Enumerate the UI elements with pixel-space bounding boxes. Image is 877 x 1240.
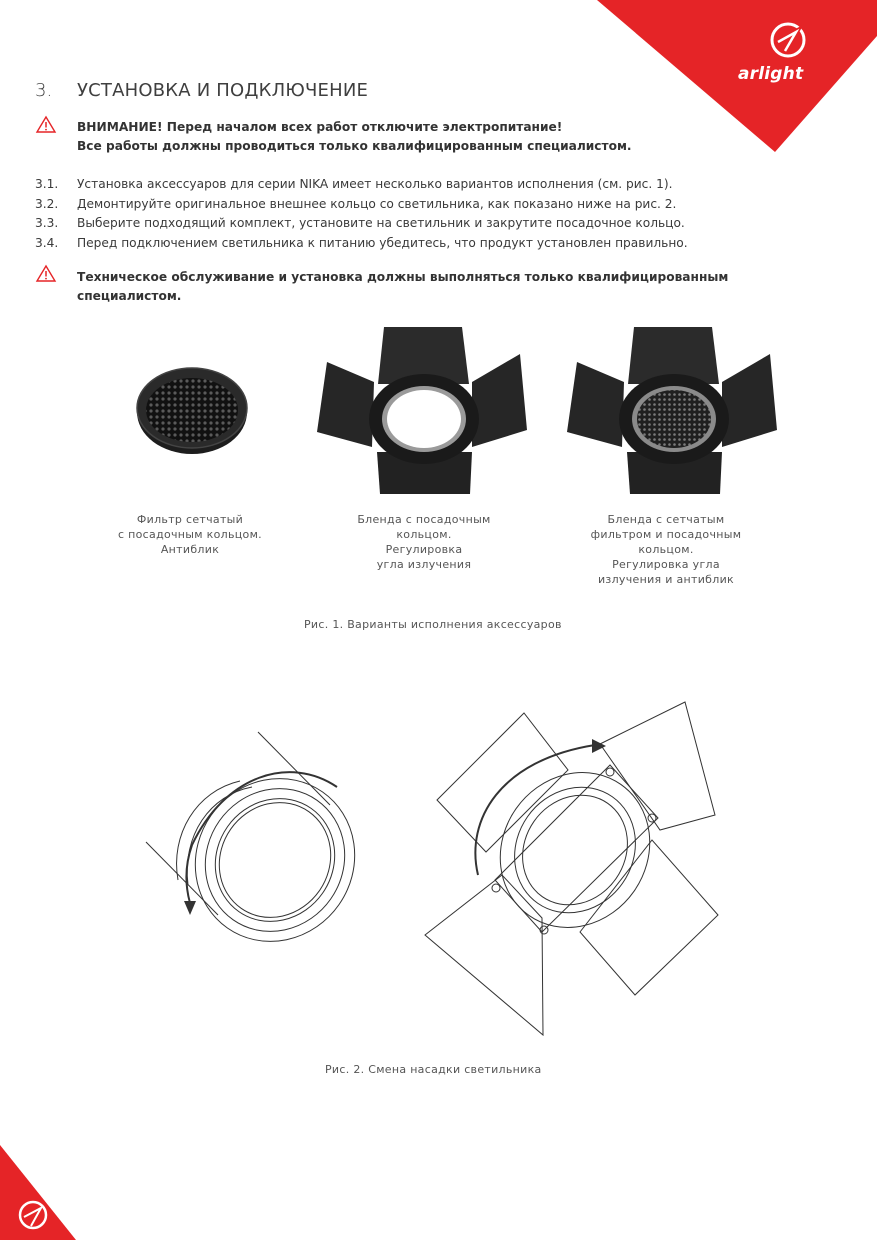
product-caption-barndoor-filter: Бленда с сетчатым фильтром и посадочным кольцом. Регулировка угла излучения и антиблик: [590, 513, 742, 586]
footer-corner-banner: [0, 1145, 80, 1240]
step-item: 3.4. Перед подключением светильника к питанию убедитесь, что продукт установлен правильно.: [35, 235, 688, 250]
figure-1-caption: Рис. 1. Варианты исполнения аксессуаров: [304, 618, 562, 631]
step-item: 3.3. Выберите подходящий комплект, установите на светильник и закрутите посадочное кольцо.: [35, 216, 685, 230]
mesh-filter-image: [130, 360, 255, 460]
barndoor-ring-image: [312, 322, 527, 497]
product-caption-filter: Фильтр сетчатый с посадочным кольцом. Антиблик: [118, 513, 262, 556]
installation-steps: [35, 175, 688, 253]
brand-corner-banner: [597, 0, 877, 152]
product-caption-barndoor: Бленда с посадочным кольцом. Регулировка угла излучения: [357, 513, 491, 571]
figure-2-caption: Рис. 2. Смена насадки светильника: [325, 1063, 542, 1076]
barndoor-install-drawing: [420, 700, 720, 1040]
step-item: 3.2. Демонтируйте оригинальное внешнее кольцо со светильника, как показано ниже на рис. 2.: [35, 196, 677, 211]
section-title: УСТАНОВКА И ПОДКЛЮЧЕНИЕ: [77, 80, 369, 101]
logo-wordmark: arlight: [738, 64, 804, 84]
arlight-logo-icon: [768, 20, 808, 60]
warning-icon: [36, 265, 56, 282]
warning-text-1: ВНИМАНИЕ! Перед началом всех работ отключите электропитание! Все работы должны проводиться только квалифицированным специалистом.: [77, 120, 632, 153]
warning-text-2: Техническое обслуживание и установка должны выполняться только квалифицированным специалистом.: [77, 270, 729, 303]
warning-icon: [36, 116, 56, 133]
barndoor-filter-image: [562, 322, 777, 497]
section-number: 3.: [35, 80, 53, 101]
ring-removal-drawing: [140, 725, 370, 955]
step-item: 3.1. Установка аксессуаров для серии NIKA имеет несколько вариантов исполнения (см. рис. 1).: [35, 177, 673, 191]
